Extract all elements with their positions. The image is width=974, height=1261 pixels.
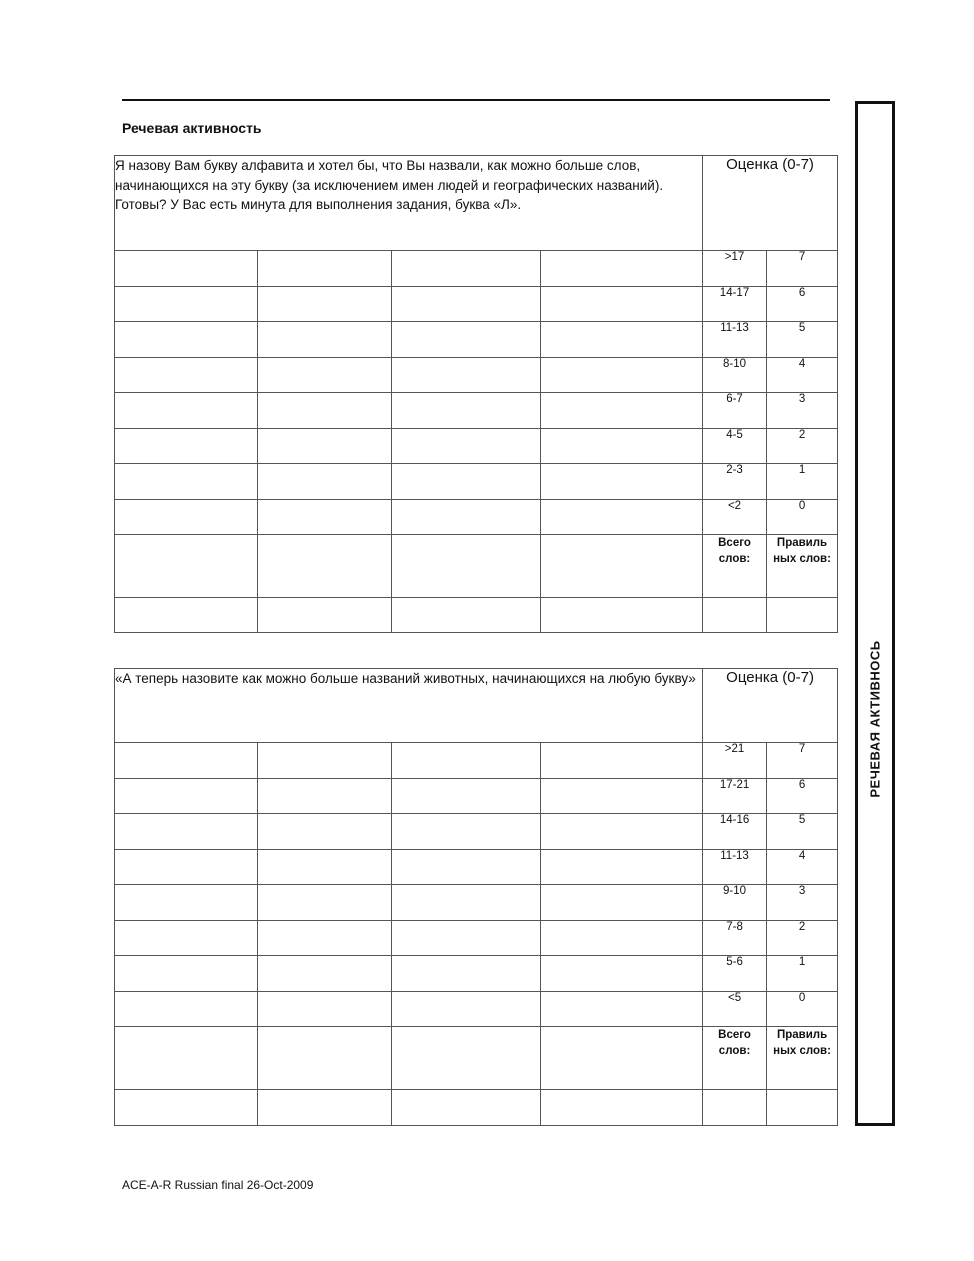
word-entry-cell[interactable]	[392, 500, 541, 535]
word-entry-cell[interactable]	[258, 598, 392, 633]
word-entry-cell[interactable]	[541, 992, 703, 1027]
score-range: 2-3	[703, 464, 767, 500]
word-entry-cell[interactable]	[115, 1027, 258, 1090]
score-points: 4	[767, 850, 838, 885]
word-entry-cell[interactable]	[115, 921, 258, 956]
word-entry-cell[interactable]	[541, 779, 703, 814]
score-range: 11-13	[703, 850, 767, 885]
word-entry-cell[interactable]	[541, 885, 703, 921]
score-range: 9-10	[703, 885, 767, 921]
word-entry-cell[interactable]	[258, 743, 392, 779]
score-points: 0	[767, 500, 838, 535]
word-entry-cell[interactable]	[115, 1090, 258, 1126]
score-points: 3	[767, 885, 838, 921]
word-entry-cell[interactable]	[541, 464, 703, 500]
word-entry-cell[interactable]	[392, 743, 541, 779]
animal-fluency-score-header: Оценка (0-7)	[703, 669, 838, 743]
word-entry-cell[interactable]	[392, 779, 541, 814]
word-entry-cell[interactable]	[258, 1090, 392, 1126]
word-entry-cell[interactable]	[392, 1090, 541, 1126]
word-entry-cell[interactable]	[258, 393, 392, 429]
word-entry-cell[interactable]	[115, 500, 258, 535]
word-entry-cell[interactable]	[258, 956, 392, 992]
score-points: 1	[767, 956, 838, 992]
word-entry-cell[interactable]	[115, 598, 258, 633]
total-words-field[interactable]	[703, 598, 767, 633]
animal-fluency-table	[114, 668, 838, 1126]
word-entry-cell[interactable]	[541, 535, 703, 598]
word-entry-cell[interactable]	[258, 814, 392, 850]
word-entry-cell[interactable]	[115, 358, 258, 393]
score-range: 14-16	[703, 814, 767, 850]
word-entry-cell[interactable]	[115, 535, 258, 598]
score-points: 4	[767, 358, 838, 393]
correct-words-field[interactable]	[767, 1090, 838, 1126]
word-entry-cell[interactable]	[541, 743, 703, 779]
word-entry-cell[interactable]	[115, 429, 258, 464]
score-range: >21	[703, 743, 767, 779]
word-entry-cell[interactable]	[541, 393, 703, 429]
score-points: 5	[767, 814, 838, 850]
section-title: Речевая активность	[122, 120, 262, 136]
word-entry-cell[interactable]	[541, 1027, 703, 1090]
side-label-box	[855, 101, 895, 1126]
top-rule	[122, 99, 830, 101]
word-entry-cell[interactable]	[115, 850, 258, 885]
word-entry-cell[interactable]	[392, 956, 541, 992]
word-entry-cell[interactable]	[541, 814, 703, 850]
word-entry-cell[interactable]	[258, 287, 392, 322]
word-entry-cell[interactable]	[258, 464, 392, 500]
word-entry-cell[interactable]	[115, 885, 258, 921]
total-words-label: Всего слов:	[703, 1027, 767, 1090]
score-points: 7	[767, 743, 838, 779]
score-points: 1	[767, 464, 838, 500]
footer-version: ACE-A-R Russian final 26-Oct-2009	[122, 1178, 314, 1192]
word-entry-cell[interactable]	[392, 1027, 541, 1090]
word-entry-cell[interactable]	[258, 500, 392, 535]
score-points: 6	[767, 779, 838, 814]
word-entry-cell[interactable]	[541, 251, 703, 287]
word-entry-cell[interactable]	[392, 535, 541, 598]
score-range: 14-17	[703, 287, 767, 322]
word-entry-cell[interactable]	[115, 287, 258, 322]
word-entry-cell[interactable]	[392, 814, 541, 850]
total-words-field[interactable]	[703, 1090, 767, 1126]
word-entry-cell[interactable]	[392, 464, 541, 500]
score-points: 0	[767, 992, 838, 1027]
word-entry-cell[interactable]	[392, 251, 541, 287]
score-range: 11-13	[703, 322, 767, 358]
word-entry-cell[interactable]	[541, 956, 703, 992]
word-entry-cell[interactable]	[115, 956, 258, 992]
letter-fluency-score-header: Оценка (0-7)	[703, 156, 838, 251]
score-points: 5	[767, 322, 838, 358]
word-entry-cell[interactable]	[541, 358, 703, 393]
score-points: 2	[767, 429, 838, 464]
word-entry-cell[interactable]	[541, 921, 703, 956]
score-range: 5-6	[703, 956, 767, 992]
word-entry-cell[interactable]	[541, 322, 703, 358]
word-entry-cell[interactable]	[258, 429, 392, 464]
score-range: 17-21	[703, 779, 767, 814]
word-entry-cell[interactable]	[541, 850, 703, 885]
correct-words-field[interactable]	[767, 598, 838, 633]
letter-fluency-instruction: Я назову Вам букву алфавита и хотел бы, что Вы назвали, как можно больше слов, начинающихся на эту букву (за исключением имен людей и географических названий). Готовы? У Вас есть минута для выполнения задания, буква «Л».	[115, 156, 703, 251]
letter-fluency-table	[114, 155, 838, 633]
word-entry-cell[interactable]	[115, 393, 258, 429]
score-range: >17	[703, 251, 767, 287]
word-entry-cell[interactable]	[258, 921, 392, 956]
word-entry-cell[interactable]	[392, 429, 541, 464]
word-entry-cell[interactable]	[541, 1090, 703, 1126]
word-entry-cell[interactable]	[115, 743, 258, 779]
total-words-label: Всего слов:	[703, 535, 767, 598]
word-entry-cell[interactable]	[392, 850, 541, 885]
animal-fluency-instruction: «А теперь назовите как можно больше названий животных, начинающихся на любую букву»	[115, 669, 703, 743]
word-entry-cell[interactable]	[115, 814, 258, 850]
word-entry-cell[interactable]	[115, 464, 258, 500]
score-range: 7-8	[703, 921, 767, 956]
word-entry-cell[interactable]	[541, 500, 703, 535]
word-entry-cell[interactable]	[115, 251, 258, 287]
score-range: <5	[703, 992, 767, 1027]
side-label: РЕЧЕВАЯ АКТИВНОСЬ	[867, 640, 883, 798]
word-entry-cell[interactable]	[258, 251, 392, 287]
score-range: 6-7	[703, 393, 767, 429]
word-entry-cell[interactable]	[115, 992, 258, 1027]
word-entry-cell[interactable]	[392, 393, 541, 429]
word-entry-cell[interactable]	[258, 779, 392, 814]
score-points: 3	[767, 393, 838, 429]
score-points: 2	[767, 921, 838, 956]
score-range: <2	[703, 500, 767, 535]
score-range: 4-5	[703, 429, 767, 464]
word-entry-cell[interactable]	[392, 992, 541, 1027]
word-entry-cell[interactable]	[392, 287, 541, 322]
score-points: 7	[767, 251, 838, 287]
word-entry-cell[interactable]	[258, 885, 392, 921]
word-entry-cell[interactable]	[392, 598, 541, 633]
score-points: 6	[767, 287, 838, 322]
word-entry-cell[interactable]	[258, 992, 392, 1027]
score-range: 8-10	[703, 358, 767, 393]
word-entry-cell[interactable]	[541, 287, 703, 322]
correct-words-label: Правиль ных слов:	[767, 1027, 838, 1090]
word-entry-cell[interactable]	[541, 429, 703, 464]
word-entry-cell[interactable]	[392, 885, 541, 921]
word-entry-cell[interactable]	[392, 322, 541, 358]
word-entry-cell[interactable]	[258, 535, 392, 598]
word-entry-cell[interactable]	[258, 850, 392, 885]
word-entry-cell[interactable]	[115, 779, 258, 814]
word-entry-cell[interactable]	[392, 921, 541, 956]
correct-words-label: Правиль ных слов:	[767, 535, 838, 598]
word-entry-cell[interactable]	[258, 1027, 392, 1090]
word-entry-cell[interactable]	[115, 322, 258, 358]
word-entry-cell[interactable]	[541, 598, 703, 633]
word-entry-cell[interactable]	[258, 358, 392, 393]
word-entry-cell[interactable]	[258, 322, 392, 358]
word-entry-cell[interactable]	[392, 358, 541, 393]
